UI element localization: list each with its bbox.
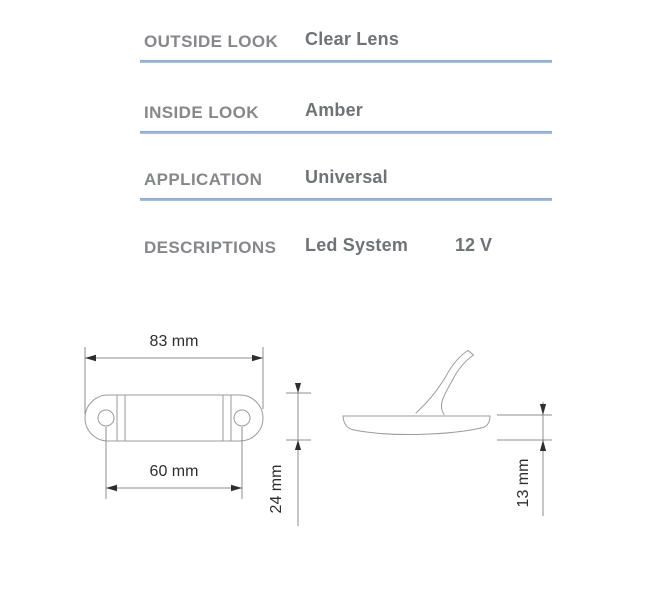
arrowhead <box>295 383 301 393</box>
spec-value-inside-look: Amber <box>305 100 364 120</box>
cable-outline <box>416 351 474 415</box>
dimension-label-height: 24 mm <box>268 464 285 514</box>
spec-label-application: APPLICATION <box>144 170 263 189</box>
arrowhead <box>540 404 546 415</box>
spec-label-inside-look: INSIDE LOOK <box>144 103 259 122</box>
arrowhead <box>540 440 546 451</box>
arrowhead <box>106 485 117 491</box>
side-view-drawing <box>343 351 490 435</box>
spec-value-application: Universal <box>305 167 388 187</box>
spec-value-descriptions: Led System <box>305 235 409 255</box>
top-view-drawing <box>85 395 263 441</box>
mounting-hole-right <box>234 410 250 426</box>
spec-value-outside-look: Clear Lens <box>305 29 400 49</box>
dimension-label-hole-spacing: 60 mm <box>149 463 199 480</box>
mounting-hole-left <box>98 410 114 426</box>
spec-label-outside-look: OUTSIDE LOOK <box>144 32 279 51</box>
arrowhead <box>85 355 96 361</box>
dimension-24mm <box>268 383 311 526</box>
dimension-label-profile-height: 13 mm <box>515 458 532 508</box>
spec-value-voltage: 12 V <box>455 235 493 255</box>
arrowhead <box>252 355 263 361</box>
lamp-profile-outline <box>343 416 490 434</box>
arrowhead <box>295 440 301 450</box>
dimension-label-width: 83 mm <box>149 333 199 350</box>
dimension-13mm <box>497 402 552 516</box>
arrowhead <box>231 485 242 491</box>
spec-label-descriptions: DESCRIPTIONS <box>144 238 277 257</box>
